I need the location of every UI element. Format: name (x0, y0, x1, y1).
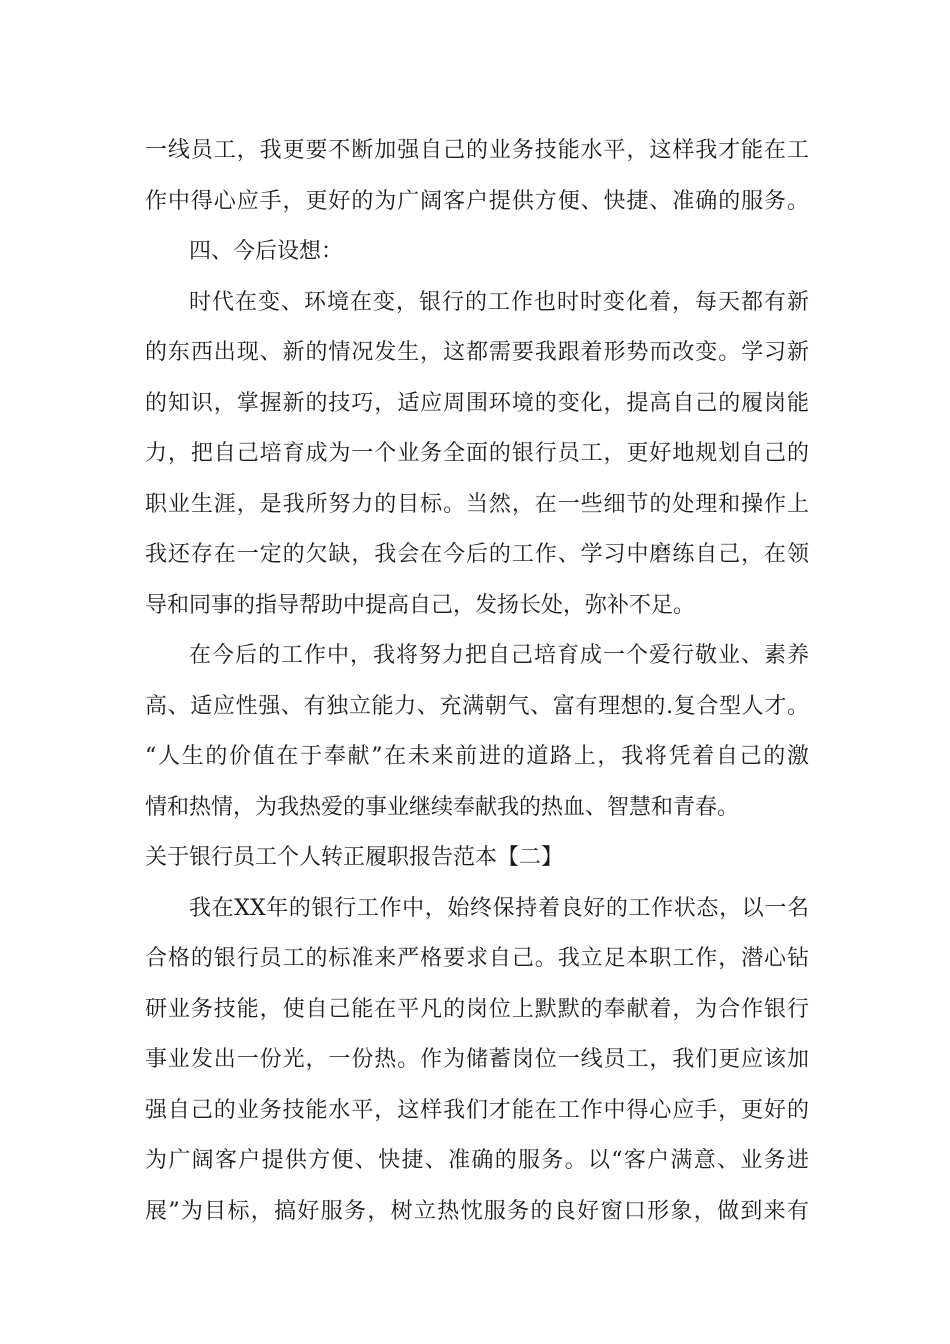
text-line: 情和热情，为我热爱的事业继续奉献我的热血、智慧和青春。 (145, 794, 740, 820)
text-line: 的知识，掌握新的技巧，适应周围环境的变化，提高自己的履岗能 (145, 390, 809, 416)
text-line: 我还存在一定的欠缺，我会在今后的工作、学习中磨练自己，在领 (145, 542, 809, 567)
text-line: 一线员工，我更要不断加强自己的业务技能水平，这样我才能在工 (145, 138, 809, 163)
text-line: 强自己的业务技能水平，这样我们才能在工作中得心应手，更好的 (145, 1097, 809, 1123)
text-line: 作中得心应手，更好的为广阔客户提供方便、快捷、准确的服务。 (145, 188, 809, 214)
text-line: 四、今后设想： (189, 239, 344, 264)
text-line: 力，把自己培育成为一个业务全面的银行员工，更好地规划自己的 (145, 441, 809, 466)
text-line: “人生的价值在于奉献”在未来前进的道路上，我将凭着自己的激 (145, 744, 809, 769)
text-line: 合格的银行员工的标准来严格要求自己。我立足本职工作，潜心钻 (145, 946, 809, 971)
text-line: 展”为目标，搞好服务，树立热忱服务的良好窗口形象，做到来有 (145, 1198, 809, 1224)
document-body (145, 126, 809, 1237)
text-line: 我在XX年的银行工作中，始终保持着良好的工作状态，以一名 (189, 895, 809, 921)
text-line: 在今后的工作中，我将努力把自己培育成一个爱行敬业、素养 (189, 643, 809, 668)
section-heading: 关于银行员工个人转正履职报告范本【二】 (145, 845, 564, 870)
text-line: 导和同事的指导帮助中提高自己，发扬长处，弥补不足。 (145, 592, 696, 618)
text-line: 高、适应性强、有独立能力、充满朝气、富有理想的.复合型人才。 (145, 693, 809, 719)
text-line: 职业生涯，是我所努力的目标。当然，在一些细节的处理和操作上 (145, 491, 809, 517)
text-line: 事业发出一份光，一份热。作为储蓄岗位一线员工，我们更应该加 (145, 1047, 809, 1072)
text-line: 研业务技能，使自己能在平凡的岗位上默默的奉献着，为合作银行 (145, 996, 809, 1022)
text-line: 的东西出现、新的情况发生，这都需要我跟着形势而改变。学习新 (145, 340, 809, 365)
text-line: 时代在变、环境在变，银行的工作也时时变化着，每天都有新 (189, 289, 809, 315)
text-line: 为广阔客户提供方便、快捷、准确的服务。以“客户满意、业务进 (145, 1148, 809, 1173)
